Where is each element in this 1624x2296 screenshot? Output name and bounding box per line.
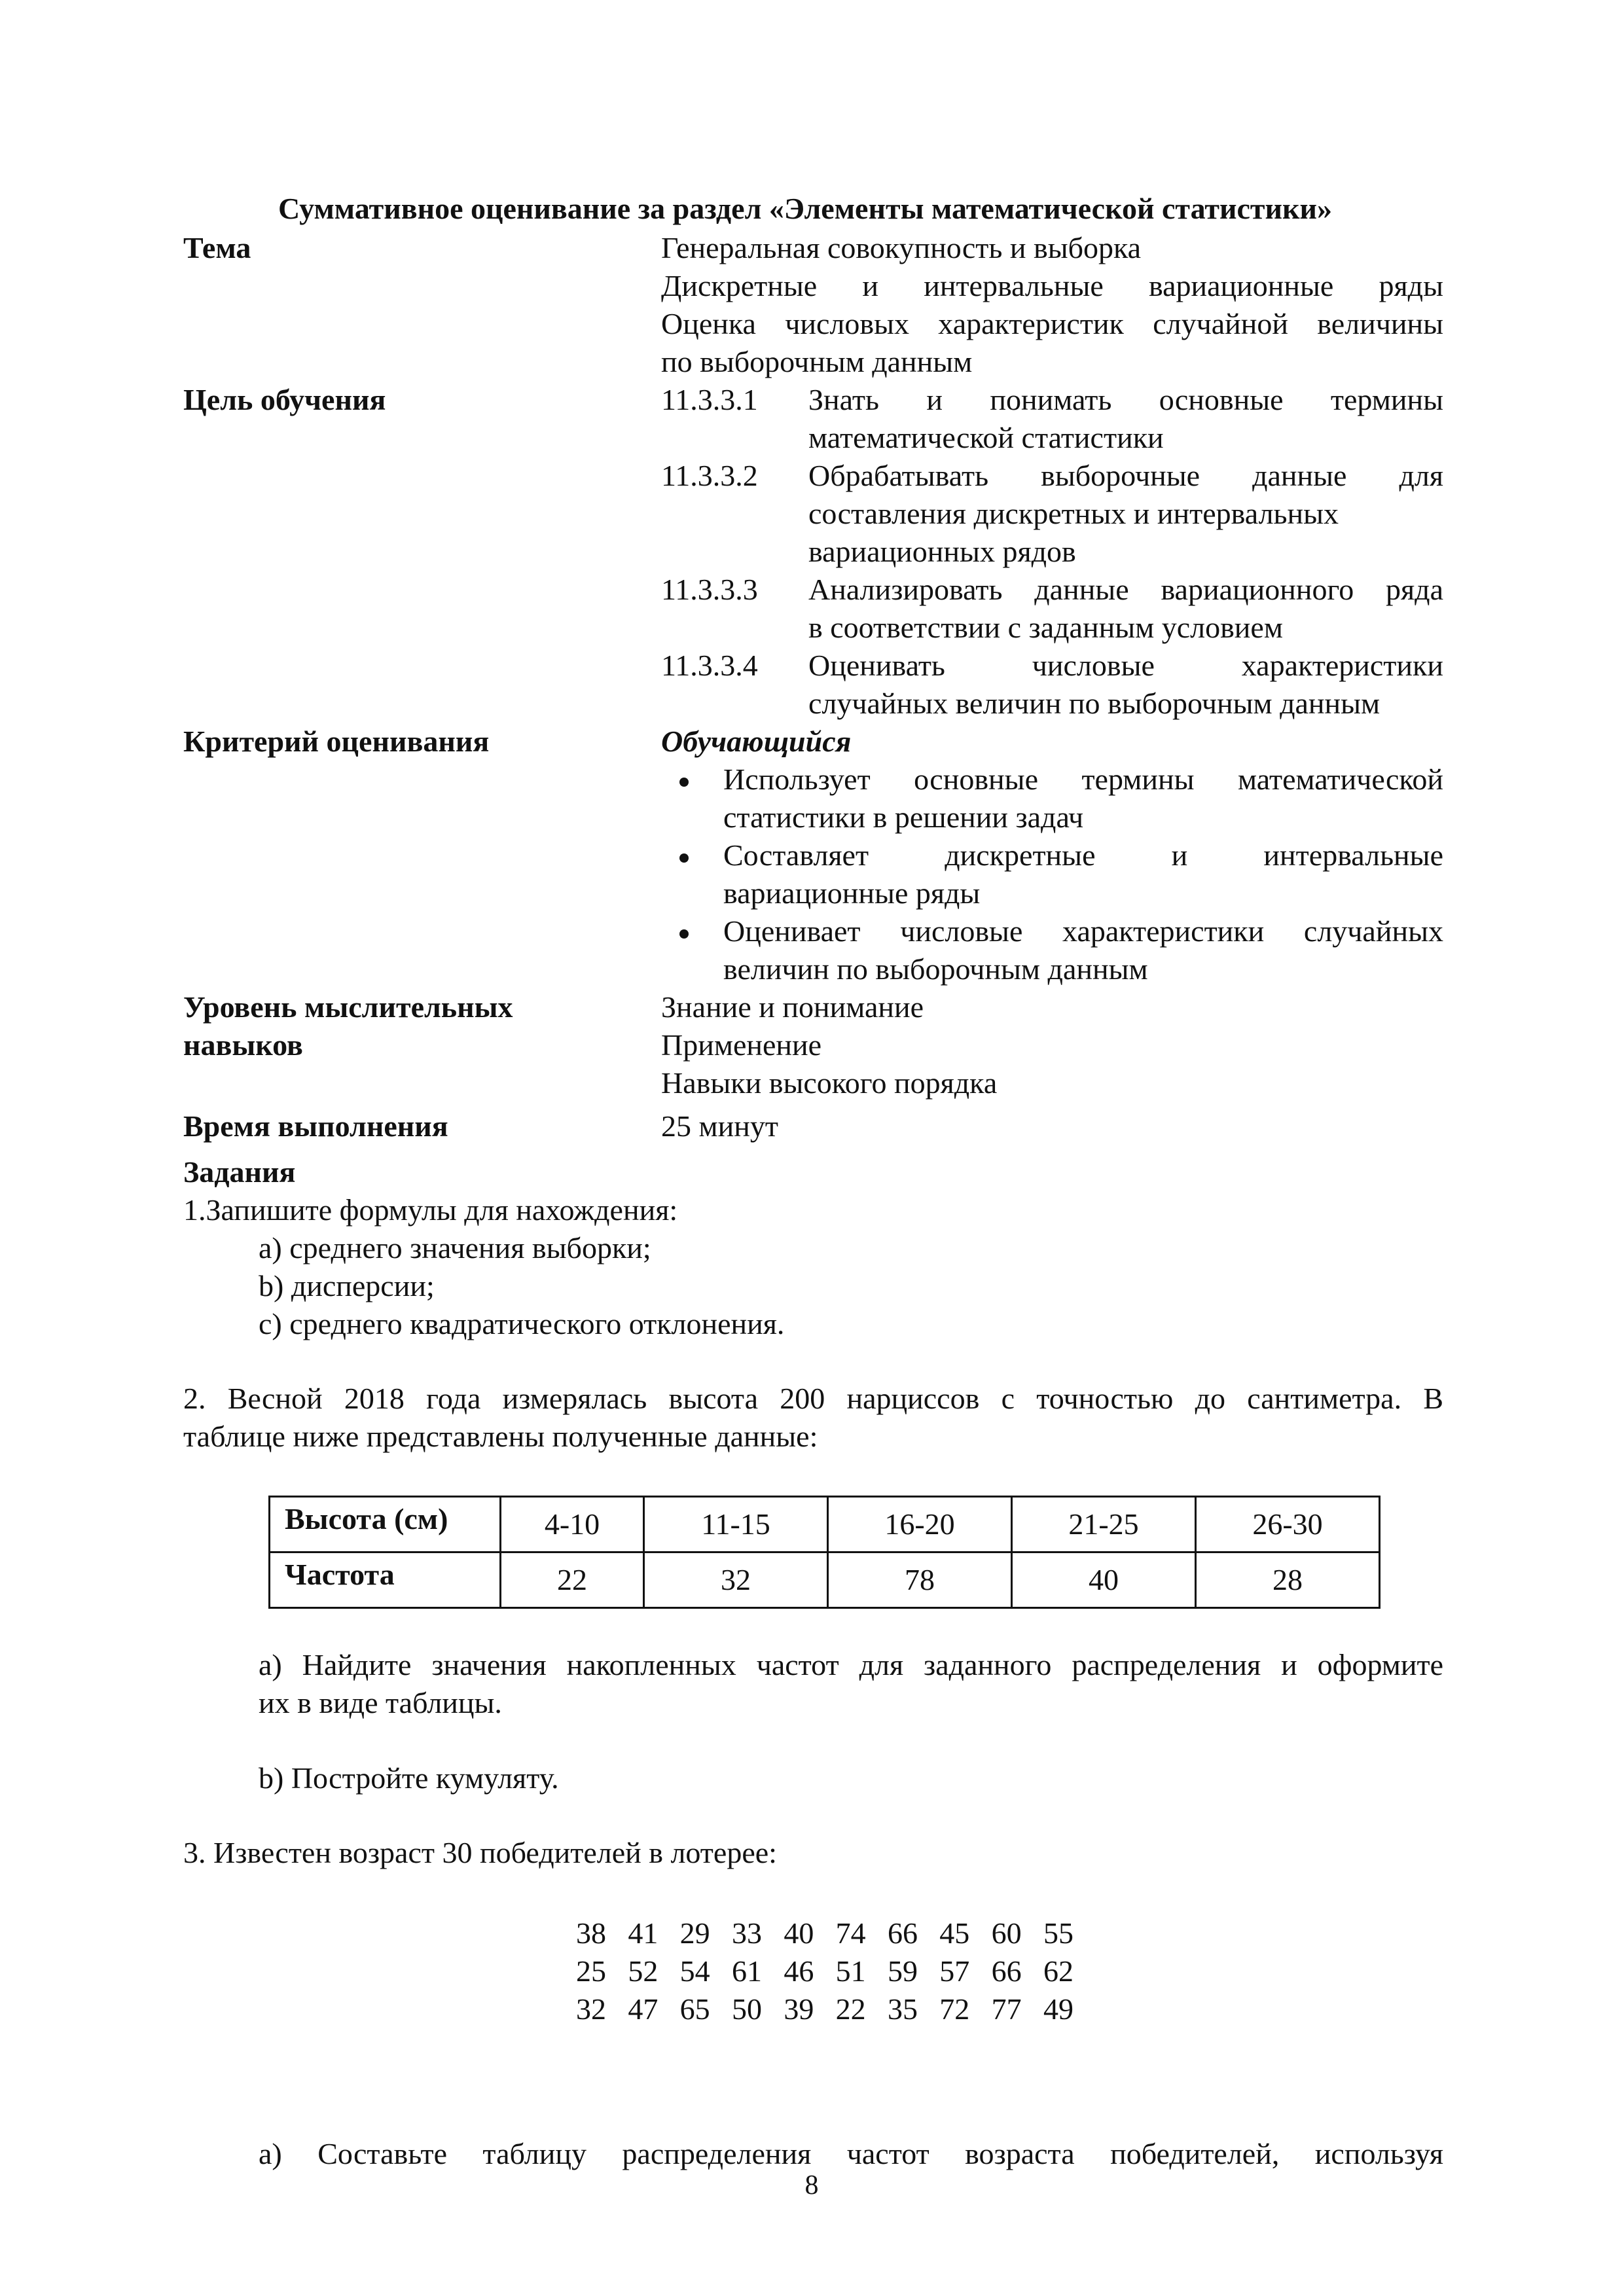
- table-cell: 16-20: [828, 1497, 1012, 1552]
- age-value: 77: [991, 1992, 1022, 2026]
- criteria-bullet: статистики в решении задач: [723, 800, 1084, 834]
- topic-line: по выборочным данным: [661, 345, 973, 378]
- levels-label: навыков: [183, 1028, 303, 1062]
- topic-label: Тема: [183, 231, 251, 264]
- goal-objective: Оценивать числовые характеристики: [808, 649, 1443, 682]
- age-value: 39: [784, 1992, 814, 2026]
- goal-objective: Анализировать данные вариационного ряда: [808, 573, 1443, 606]
- ages-block: [576, 1914, 1074, 2028]
- age-value: 54: [679, 1954, 710, 1988]
- bullet-icon: [674, 836, 694, 874]
- task-2a-text: их в виде таблицы.: [259, 1686, 502, 1719]
- table-cell: 40: [1012, 1552, 1196, 1608]
- goal-objective: математической статистики: [808, 421, 1164, 454]
- goal-objective: Знать и понимать основные термины: [808, 383, 1443, 416]
- criteria-bullet: Использует основные термины математической: [723, 762, 1443, 796]
- table-cell: 32: [644, 1552, 828, 1608]
- table-header-cell: Частота: [270, 1552, 501, 1608]
- heights-table: [268, 1496, 1380, 1609]
- age-value: 46: [784, 1954, 814, 1988]
- criteria-subject: Обучающийся: [661, 725, 852, 758]
- table-header-cell: Высота (см): [270, 1497, 501, 1552]
- page-number: 8: [804, 2170, 819, 2200]
- age-value: 25: [576, 1954, 606, 1988]
- goal-objective: Обрабатывать выборочные данные для: [808, 459, 1443, 492]
- criteria-bullet: Оценивает числовые характеристики случайных: [723, 914, 1443, 948]
- table-cell: 26-30: [1196, 1497, 1380, 1552]
- task-1-text: 1.Запишите формулы для нахождения:: [183, 1193, 678, 1227]
- table-cell: 78: [828, 1552, 1012, 1608]
- task-1-item: c) среднего квадратического отклонения.: [259, 1307, 785, 1340]
- table-cell: 22: [501, 1552, 644, 1608]
- goal-code: 11.3.3.1: [661, 383, 758, 416]
- topic-line: Дискретные и интервальные вариационные ряды: [661, 269, 1443, 302]
- document-title: Суммативное оценивание за раздел «Элементы математической статистики»: [278, 192, 1332, 225]
- age-value: 47: [628, 1992, 659, 2026]
- goal-label: Цель обучения: [183, 383, 386, 416]
- criteria-bullet: Составляет дискретные и интервальные: [723, 838, 1443, 872]
- age-value: 29: [679, 1916, 710, 1950]
- goal-code: 11.3.3.4: [661, 649, 758, 682]
- levels-label: Уровень мыслительных: [183, 990, 513, 1024]
- task-2a-text: a) Найдите значения накопленных частот для заданного распределения и оформите: [259, 1648, 1443, 1681]
- age-value: 57: [939, 1954, 970, 1988]
- task-3a-text: a) Составьте таблицу распределения частот возраста победителей, используя: [259, 2137, 1443, 2170]
- table-row: [270, 1497, 1380, 1552]
- task-3-text: 3. Известен возраст 30 победителей в лотерее:: [183, 1836, 777, 1869]
- goal-objective: случайных величин по выборочным данным: [808, 687, 1380, 720]
- age-value: 52: [628, 1954, 659, 1988]
- age-value: 72: [939, 1992, 970, 2026]
- table-cell: 28: [1196, 1552, 1380, 1608]
- topic-line: Генеральная совокупность и выборка: [661, 231, 1142, 264]
- age-value: 32: [576, 1992, 606, 2026]
- task-1-item: a) среднего значения выборки;: [259, 1231, 651, 1265]
- bullet-icon: [674, 761, 694, 798]
- age-value: 38: [576, 1916, 606, 1950]
- bullet-icon: [674, 912, 694, 950]
- age-value: 40: [784, 1916, 814, 1950]
- ages-row: [576, 1990, 1074, 2028]
- goal-objective: вариационных рядов: [808, 535, 1076, 568]
- topic-line: Оценка числовых характеристик случайной величины: [661, 307, 1443, 340]
- age-value: 51: [835, 1954, 866, 1988]
- age-value: 45: [939, 1916, 970, 1950]
- goal-code: 11.3.3.2: [661, 459, 758, 492]
- task-2b-text: b) Постройте кумуляту.: [259, 1761, 559, 1795]
- age-value: 41: [628, 1916, 659, 1950]
- goal-objective: составления дискретных и интервальных: [808, 497, 1339, 530]
- age-value: 49: [1043, 1992, 1074, 2026]
- goal-code: 11.3.3.3: [661, 573, 758, 606]
- criteria-label: Критерий оценивания: [183, 725, 490, 758]
- ages-row: [576, 1952, 1074, 1990]
- ages-row: [576, 1914, 1074, 1952]
- table-row: [270, 1552, 1380, 1608]
- task-2-text: таблице ниже представлены полученные данные:: [183, 1420, 818, 1453]
- goal-objective: в соответствии с заданным условием: [808, 611, 1283, 644]
- age-value: 74: [835, 1916, 866, 1950]
- age-value: 65: [679, 1992, 710, 2026]
- age-value: 33: [731, 1916, 762, 1950]
- table-cell: 4-10: [501, 1497, 644, 1552]
- table-cell: 21-25: [1012, 1497, 1196, 1552]
- age-value: 59: [887, 1954, 918, 1988]
- tasks-heading: Задания: [183, 1155, 296, 1189]
- age-value: 66: [887, 1916, 918, 1950]
- table-cell: 11-15: [644, 1497, 828, 1552]
- age-value: 35: [887, 1992, 918, 2026]
- level-item: Знание и понимание: [661, 990, 924, 1024]
- age-value: 22: [835, 1992, 866, 2026]
- task-1-item: b) дисперсии;: [259, 1269, 435, 1302]
- age-value: 61: [731, 1954, 762, 1988]
- age-value: 62: [1043, 1954, 1074, 1988]
- age-value: 50: [731, 1992, 762, 2026]
- time-value: 25 минут: [661, 1109, 778, 1143]
- age-value: 55: [1043, 1916, 1074, 1950]
- age-value: 66: [991, 1954, 1022, 1988]
- level-item: Применение: [661, 1028, 822, 1062]
- criteria-bullet: вариационные ряды: [723, 876, 981, 910]
- level-item: Навыки высокого порядка: [661, 1066, 998, 1100]
- age-value: 60: [991, 1916, 1022, 1950]
- time-label: Время выполнения: [183, 1109, 448, 1143]
- task-2-text: 2. Весной 2018 года измерялась высота 200 нарциссов с точностью до сантиметра. В: [183, 1382, 1443, 1415]
- criteria-bullet: величин по выборочным данным: [723, 952, 1148, 986]
